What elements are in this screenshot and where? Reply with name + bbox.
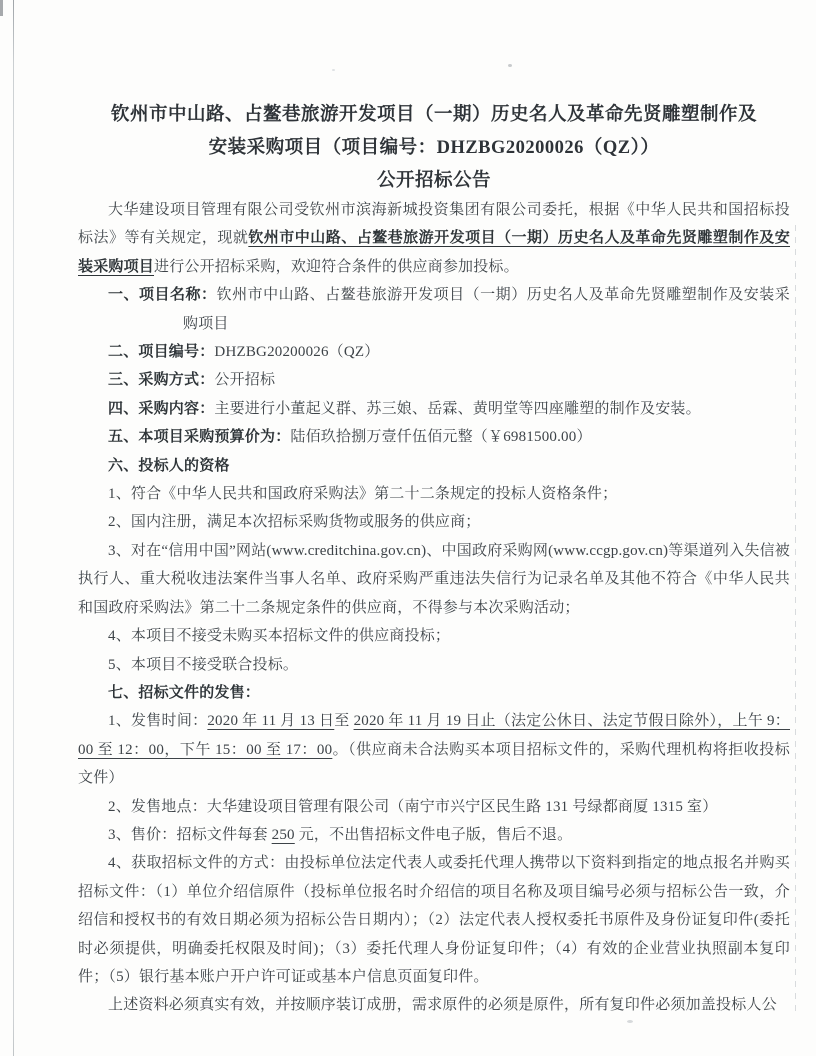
text-segment: 至 [334,713,354,730]
text-segment: 主要进行小董起义群、苏三娘、岳霖、黄明堂等四座雕塑的制作及安装。 [214,400,701,417]
paragraph [78,395,790,423]
text-segment: 二、项目编号： [108,344,215,361]
text-segment: 一、项目名称： [108,287,217,304]
text-segment: 2020 年 11 月 19 日止（法定公休日、法定节假日除外），上午 9：00 至 12：00，下午 15：00 至 17：00 [78,713,790,758]
text-segment: 5、本项目不接受联合投标。 [108,656,299,673]
paragraph [78,537,790,622]
scan-artifact-speck [508,64,512,67]
text-segment: DHZBG20200026（QZ） [214,344,380,361]
scan-artifact-speck [332,69,335,71]
text-segment: 公开招标 [214,372,276,389]
text-segment: 上述资料必须真实有效，并按顺序装订成册，需求原件的必须是原件，所有复印件必须加盖投标人公 [108,997,777,1014]
paragraph [78,991,790,1019]
paragraph [78,338,790,366]
text-segment: 七、招标文件的发售： [108,684,261,701]
scan-artifact-corner-notch [0,0,3,16]
paragraph [78,196,790,281]
scan-artifact-right-line [795,225,796,1015]
text-segment: 五、本项目采购预算价为： [108,429,291,446]
paragraph [78,821,790,849]
paragraph [78,622,790,650]
text-segment: 1、符合《中华人民共和国政府采购法》第二十二条规定的投标人资格条件； [108,486,618,503]
paragraph [78,707,790,792]
paragraph [78,651,790,679]
text-segment: 2、国内注册，满足本次招标采购货物或服务的供应商； [108,514,481,531]
text-segment: 1、发售时间： [108,713,208,730]
paragraph [78,452,790,480]
document-title [78,99,790,198]
text-segment: 陆佰玖拾捌万壹仟伍佰元整（￥6981500.00） [290,429,592,446]
paragraph [78,480,790,508]
text-segment: 四、采购内容： [108,400,215,417]
document-title-line-2: 安装采购项目（项目编号：DHZBG20200026（QZ）） [208,138,660,158]
paragraph [78,793,790,821]
paragraph [78,508,790,536]
text-segment: 2020 年 11 月 13 日 [207,713,335,730]
text-segment: 3、售价：招标文件每套 [108,826,272,843]
text-segment: 三、采购方式： [108,372,215,389]
text-segment: 钦州市中山路、占鳌巷旅游开发项目（一期）历史名人及革命先贤雕塑制作及安装采购项目 [78,230,790,275]
announcement-type-heading: 公开招标公告 [376,171,491,191]
scan-artifact-left-line [13,0,14,1056]
text-segment: 3、对在“信用中国”网站(www.creditchina.gov.cn)、中国政府采购网(www.ccgp.gov.cn)等渠道列入失信被执行人、重大税收违法案件当事人名单、政府采购严重违法失信行为记录名单及其他不符合《中华人民共和国政府采购法》第二十二条规定条件的供应商，不得参与本次采购活动； [78,542,790,616]
paragraph [78,366,790,394]
text-segment: 六、投标人的资格 [108,457,230,474]
text-segment: 钦州市中山路、占鳌巷旅游开发项目（一期）历史名人及革命先贤雕塑制作及安装采购项目 [183,287,791,332]
text-segment: 2、发售地点：大华建设项目管理有限公司（南宁市兴宁区民生路 131 号绿都商厦 1315 室） [108,798,718,815]
text-segment: 进行公开招标采购，欢迎符合条件的供应商参加投标。 [154,258,519,275]
text-segment: 250 [271,826,295,843]
paragraph [78,849,790,991]
text-segment: 。（供应商未合法购买本项目招标文件的，采购代理机构将拒收投标文件） [78,741,790,787]
document-title-line-1: 钦州市中山路、占鳌巷旅游开发项目（一期）历史名人及革命先贤雕塑制作及 [110,105,757,125]
paragraph [78,281,790,338]
text-segment: 元，不出售招标文件电子版，售后不退。 [294,826,573,843]
scan-artifact-speck [627,1020,633,1023]
text-segment: 4、获取招标文件的方式：由投标单位法定代表人或委托代理人携带以下资料到指定的地点报名并购买招标文件：（1）单位介绍信原件（投标单位报名时介绍信的项目名称及项目编号必须与招标公告一致，介绍信和授权书的有效日期必须为招标公告日期内）；（2）法定代表人授权委托书原件及身份证复印件(委托时必须提供，明确委托权限及时间)；（3）委托代理人身份证复印件；（4）有效的企业营业执照副本复印件；（5）银行基本账户开户许可证或基本户信息页面复印件。 [78,855,790,985]
document-body [78,196,790,1020]
paragraph [78,679,790,707]
text-segment: 大华建设项目管理有限公司受钦州市滨海新城投资集团有限公司委托，根据《中华人民共和国招标投标法》等有关规定，现就 [78,202,790,247]
text-segment: 4、本项目不接受未购买本招标文件的供应商投标； [108,628,451,645]
paragraph [78,423,790,451]
